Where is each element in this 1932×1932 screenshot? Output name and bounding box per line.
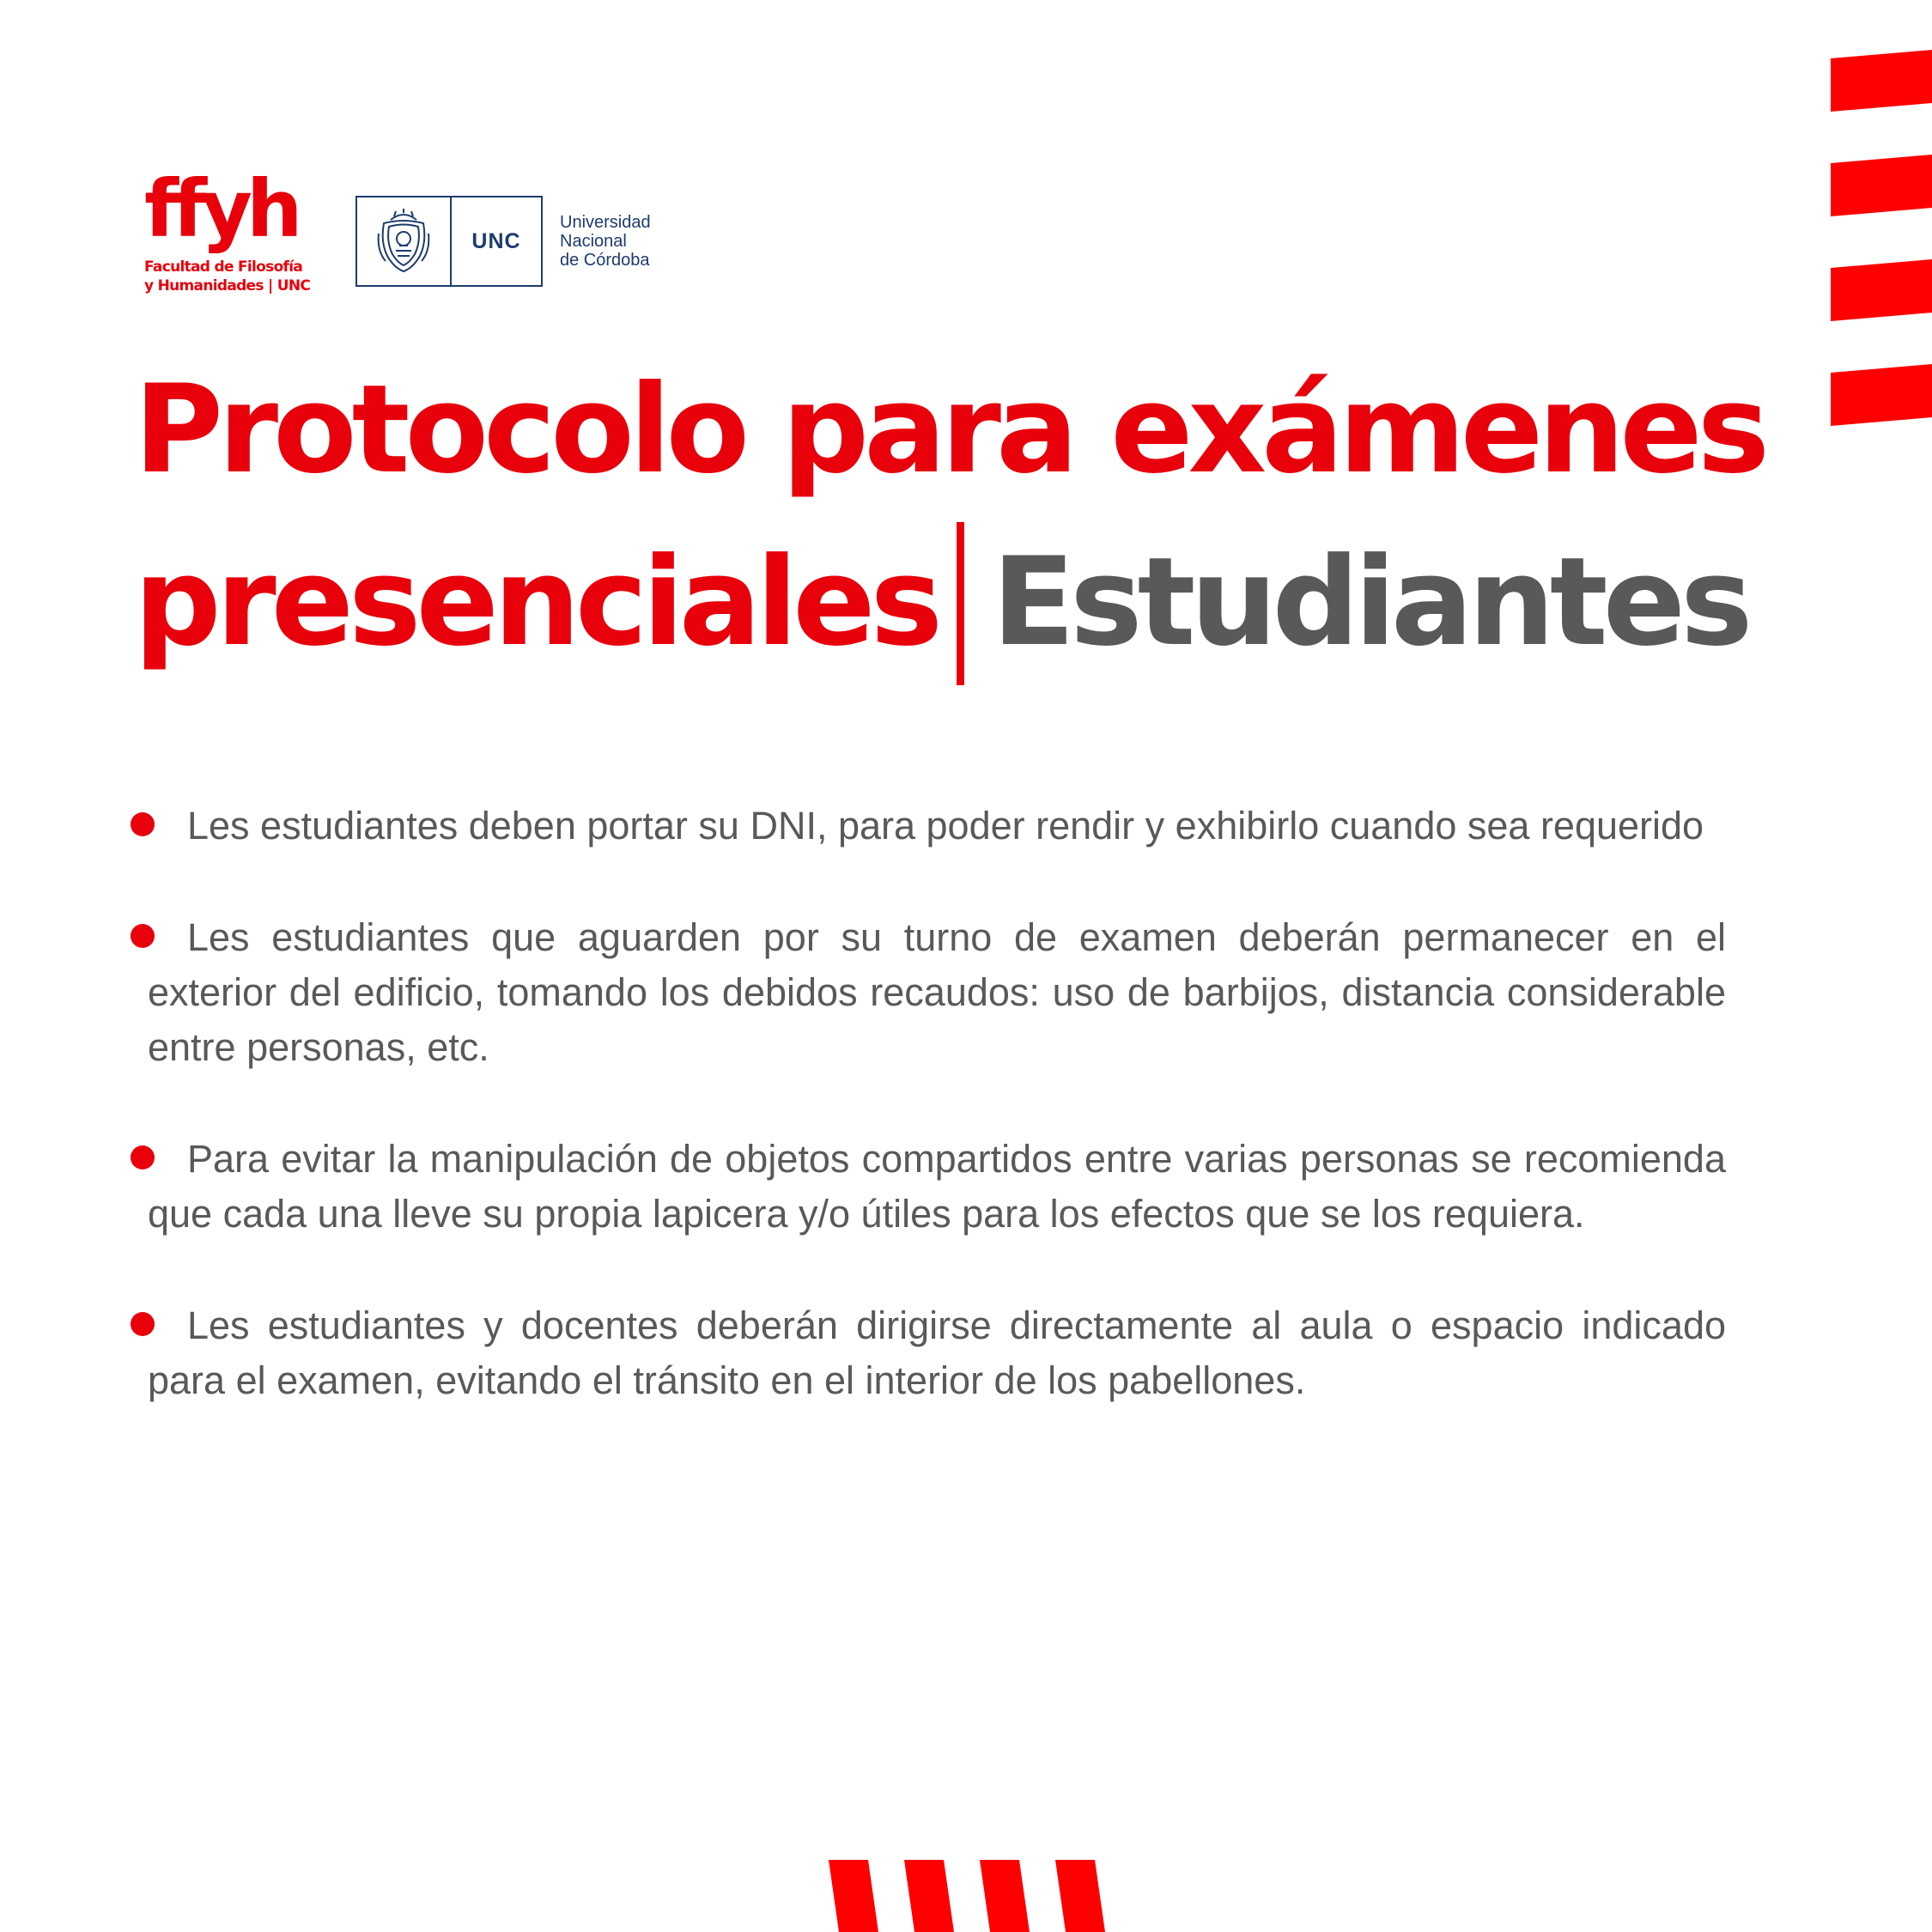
title-presenciales: presenciales	[134, 532, 939, 673]
title-line-1: Protocolo para exámenes	[134, 359, 1765, 501]
stripe	[980, 1860, 1030, 1932]
unc-logo-name	[560, 213, 651, 270]
ffyh-logo-subtitle	[144, 258, 333, 295]
unc-name-line-2: Nacional	[560, 232, 627, 251]
stripe	[1055, 1860, 1105, 1932]
protocol-item-text: Les estudiantes deben portar su DNI, para poder rendir y exhibirlo cuando sea requerido	[187, 804, 1704, 848]
unc-name-line-3: de Córdoba	[560, 251, 650, 270]
stripe	[1831, 364, 1932, 426]
decorative-stripes-right	[1831, 50, 1932, 445]
ffyh-subtitle-line-1: Facultad de Filosofía	[144, 258, 303, 276]
stripe	[1831, 259, 1932, 321]
protocol-item	[131, 1298, 1726, 1408]
decorative-stripes-bottom	[820, 1860, 1112, 1932]
title-line-2	[134, 522, 1817, 675]
protocol-item-text: Les estudiantes que aguarden por su turno de examen deberán permanecer en el exterior del edificio, tomando los debidos recaudos: uso de barbijos, distancia considerable entre personas, etc.	[148, 915, 1726, 1069]
unc-logo-box	[355, 196, 543, 287]
ffyh-logo-mark: ffyh	[144, 163, 297, 255]
stripe	[1831, 50, 1932, 112]
bullet-icon	[131, 1145, 155, 1170]
page-title	[134, 359, 1817, 675]
unc-name-line-1: Universidad	[560, 213, 651, 232]
bullet-icon	[131, 924, 155, 948]
university-crest-icon	[357, 197, 452, 285]
title-separator	[957, 522, 964, 685]
stripe	[904, 1860, 954, 1932]
unc-logo	[355, 196, 651, 287]
unc-logo-abbreviation: UNC	[471, 228, 521, 253]
bullet-icon	[131, 1312, 155, 1336]
stripe	[829, 1860, 878, 1932]
protocol-item	[131, 799, 1726, 854]
protocol-item	[131, 1132, 1726, 1242]
protocol-item	[131, 910, 1726, 1075]
protocol-item-text: Les estudiantes y docentes deberán dirigirse directamente al aula o espacio indicado para el examen, evitando el tránsito en el interior de los pabellones.	[148, 1303, 1726, 1402]
protocol-item-text: Para evitar la manipulación de objetos compartidos entre varias personas se recomienda que cada una lleve su propia lapicera y/o útiles para los efectos que se los requiera.	[148, 1137, 1726, 1236]
ffyh-subtitle-line-2: y Humanidades | UNC	[144, 277, 311, 295]
title-estudiantes: Estudiantes	[992, 532, 1748, 673]
stripe	[1831, 155, 1932, 216]
protocol-list	[131, 799, 1726, 1465]
ffyh-logo	[144, 118, 333, 295]
bullet-icon	[131, 812, 155, 836]
